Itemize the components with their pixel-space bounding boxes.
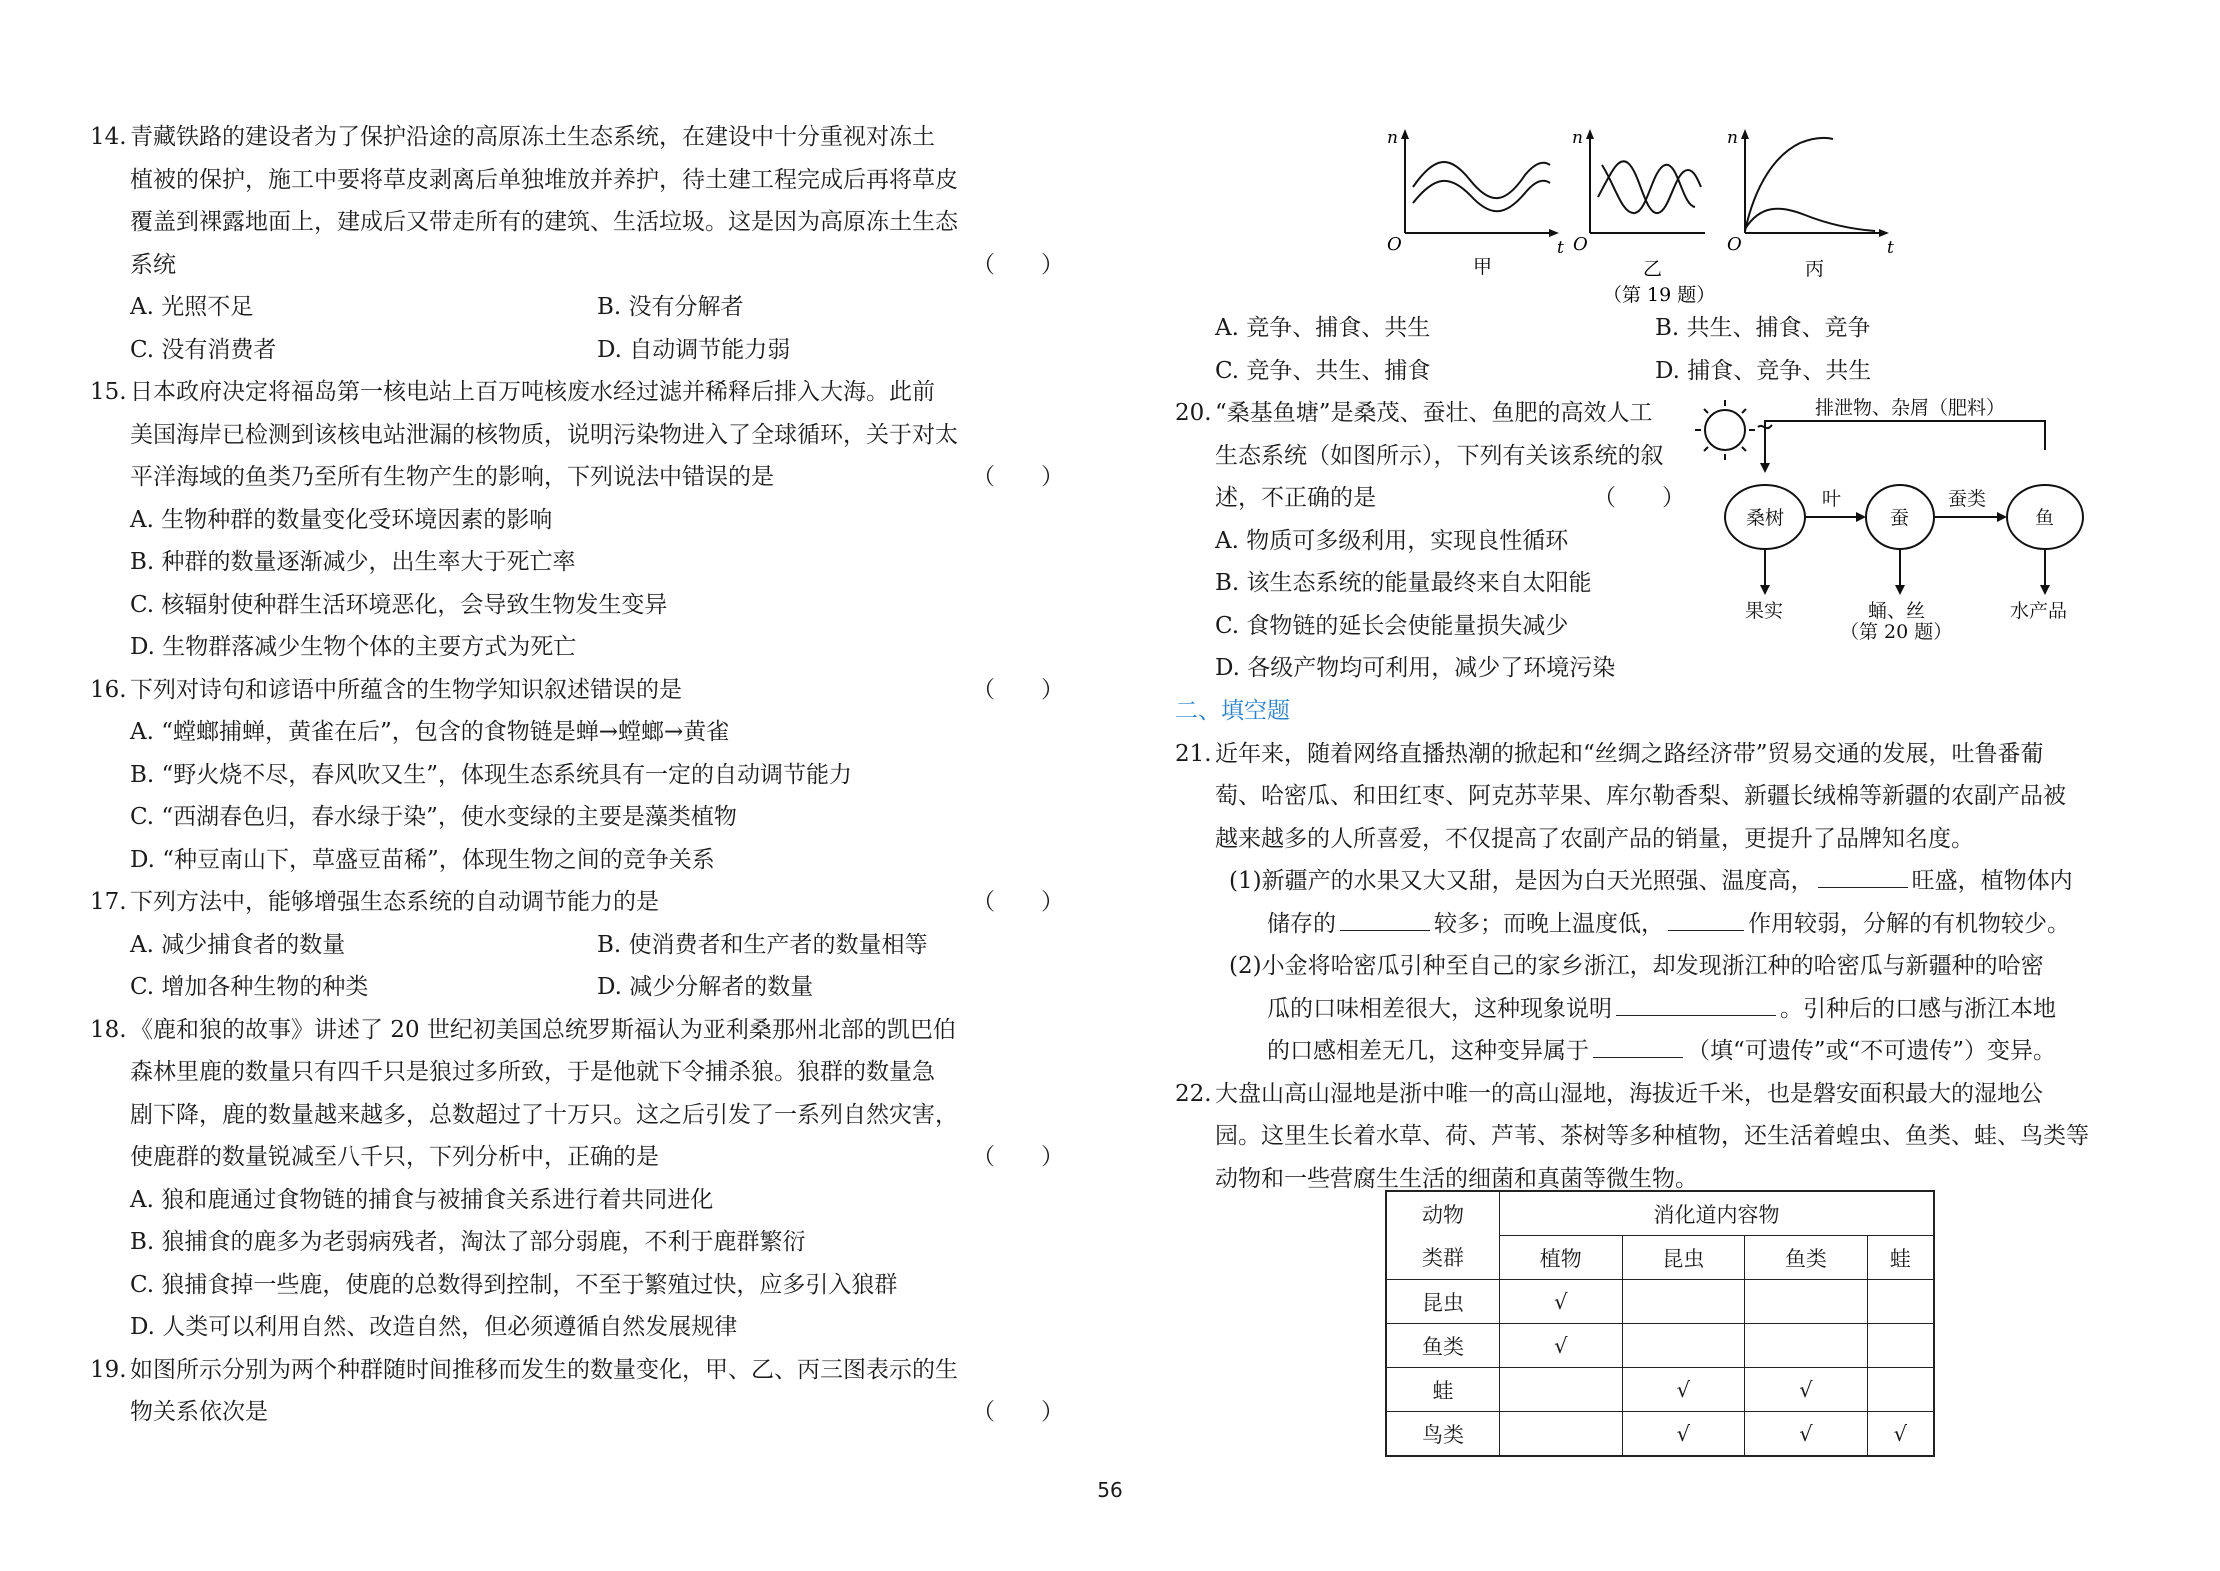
y-axis-arrow [1401, 129, 1409, 139]
question-text: 生态系统（如图所示），下列有关该系统的叙 [1215, 442, 1664, 469]
table-col-header: 蛙 [1867, 1236, 1934, 1280]
option-b: B. 共生、捕食、竞争 [1655, 315, 1871, 341]
fruit-label: 果实 [1745, 600, 1784, 622]
option-c: C. “西湖春色归，春水绿于染”，使水变绿的主要是藻类植物 [130, 804, 737, 830]
table-cell: √ [1745, 1412, 1868, 1457]
table-col-header: 鱼类 [1745, 1236, 1868, 1280]
option-c: C. 狼捕食掉一些鹿，使鹿的总数得到控制，不至于繁殖过快，应多引入狼群 [130, 1271, 898, 1298]
subquestion-2-text: 瓜的口味相差很大，这种现象说明 [1267, 995, 1612, 1022]
answer-parenthesis: （ ） [972, 1399, 1064, 1425]
table-cell [1622, 1324, 1745, 1368]
fertilizer-label: 排泄物、杂屑（肥料） [1815, 397, 2006, 419]
option-c: C. 核辐射使种群生活环境恶化，会导致生物发生变异 [130, 591, 668, 618]
arrowhead [1895, 585, 1905, 595]
question-20 [1175, 392, 1685, 690]
question-text: 下列对诗句和谚语中所蕴含的生物学知识叙述错误的是 [130, 676, 682, 703]
table-cell [1500, 1368, 1623, 1412]
question-number: 14. [90, 124, 127, 150]
answer-blank-5[interactable] [1593, 1035, 1683, 1058]
answer-blank-4[interactable] [1616, 993, 1776, 1016]
fill-in-section [1175, 690, 2095, 1200]
option-d: D. “种豆南山下，草盛豆苗稀”，体现生物之间的竞争关系 [130, 846, 715, 873]
arrowhead [1997, 512, 2007, 522]
question-text: 述，不正确的是 [1215, 485, 1376, 511]
question-text: 青藏铁路的建设者为了保护沿途的高原冻土生态系统，在建设中十分重视对冻土 [130, 124, 935, 150]
answer-blank-1[interactable] [1818, 865, 1908, 888]
answer-parenthesis: （ ） [972, 889, 1064, 915]
table-group-header: 消化道内容物 [1500, 1191, 1935, 1236]
axis-n-label: n [1572, 128, 1583, 148]
page-number: 56 [1097, 1478, 1123, 1502]
question-text: 日本政府决定将福岛第一核电站上百万吨核废水经过滤并稀释后排入大海。此前 [130, 379, 935, 405]
table-header-animal: 动物 [1386, 1191, 1500, 1236]
table-cell [1500, 1412, 1623, 1457]
q19-graphs [1385, 125, 1935, 310]
answer-parenthesis: （ ） [1593, 485, 1685, 511]
fertilizer-return-line [1765, 421, 2045, 465]
subquestion-1-text: 较多；而晚上温度低， [1434, 910, 1664, 937]
sunlight-arrow-tip [1770, 425, 1772, 427]
option-c: C. 食物链的延长会使能量损失减少 [1215, 612, 1569, 639]
option-d: D. 捕食、竞争、共生 [1655, 357, 1872, 384]
mulberry-fish-pond-diagram [1690, 395, 2090, 645]
digestive-contents-table [1385, 1190, 1935, 1457]
subquestion-2-text: (2)小金将哈密瓜引种至自己的家乡浙江，却发现浙江种的哈密瓜与新疆种的哈密 [1229, 953, 2044, 979]
question-text: 物关系依次是 [130, 1399, 268, 1425]
question-text: 近年来，随着网络直播热潮的掀起和“丝绸之路经济带”贸易交通的发展，吐鲁番葡 [1215, 740, 2044, 767]
origin-label: O [1573, 234, 1588, 255]
answer-parenthesis: （ ） [972, 251, 1064, 278]
row-label: 昆虫 [1386, 1280, 1500, 1324]
question-text: 森林里鹿的数量只有四千只是狼过多所致，于是他就下令捕杀狼。狼群的数量急 [130, 1059, 935, 1085]
question-text: 系统 [130, 251, 176, 278]
mulberry-label: 桑树 [1746, 507, 1785, 529]
subquestion-1-text: 储存的 [1267, 910, 1336, 937]
question-15 [90, 371, 1064, 669]
x-axis-arrow [1879, 229, 1889, 237]
table-row [1386, 1412, 1934, 1457]
option-c: C. 增加各种生物的种类 [130, 974, 369, 1000]
table-row [1386, 1280, 1934, 1324]
graph-jia-label: 甲 [1473, 256, 1493, 278]
fish-label: 鱼 [2035, 507, 2055, 529]
origin-label: O [1727, 234, 1742, 255]
question-16 [90, 669, 1064, 882]
axis-n-label: n [1727, 128, 1738, 148]
option-d: D. 人类可以利用自然、改造自然，但必须遵循自然发展规律 [130, 1314, 738, 1340]
option-d: D. 自动调节能力弱 [597, 336, 791, 363]
arrowhead [1760, 585, 1770, 595]
table-cell: √ [1500, 1324, 1623, 1368]
row-label: 鸟类 [1386, 1412, 1500, 1457]
answer-parenthesis: （ ） [972, 464, 1064, 490]
table-cell [1745, 1280, 1868, 1324]
answer-parenthesis: （ ） [972, 1144, 1064, 1170]
subquestion-1-text: (1)新疆产的水果又大又甜，是因为白天光照强、温度高， [1229, 868, 1814, 894]
table-cell [1745, 1324, 1868, 1368]
question-18 [90, 1009, 1064, 1349]
table-row [1386, 1324, 1934, 1368]
question-21 [1175, 733, 2095, 1073]
subquestion-1-text: 旺盛，植物体内 [1911, 868, 2073, 894]
population-curve-2 [1413, 181, 1550, 212]
question-text: 覆盖到裸露地面上，建成后又带走所有的建筑、生活垃圾。这是因为高原冻土生态 [130, 209, 958, 235]
question-text: 《鹿和狼的故事》讲述了 20 世纪初美国总统罗斯福认为亚利桑那州北部的凯巴伯 [130, 1016, 956, 1043]
question-text: 植被的保护，施工中要将草皮剥离后单独堆放并养护，待土建工程完成后再将草皮 [130, 166, 958, 193]
question-text: 动物和一些营腐生生活的细菌和真菌等微生物。 [1215, 1165, 1698, 1192]
table-header-group: 类群 [1386, 1236, 1500, 1280]
subquestion-2-text: 。引种后的口感与浙江本地 [1780, 995, 2056, 1022]
graph-yi-label: 乙 [1643, 258, 1663, 280]
subquestion-2-text: 的口感相差无几，这种变异属于 [1267, 1038, 1589, 1064]
question-text: 萄、哈密瓜、和田红枣、阿克苏苹果、库尔勒香梨、新疆长绒棉等新疆的农副产品被 [1215, 783, 2066, 809]
answer-blank-2[interactable] [1340, 908, 1430, 931]
question-17 [90, 881, 1064, 1009]
table-cell [1867, 1368, 1934, 1412]
graph-bing [1741, 129, 1889, 237]
question-text: 剧下降，鹿的数量越来越多，总数超过了十万只。这之后引发了一系列自然灾害， [130, 1101, 958, 1128]
option-a: A. 狼和鹿通过食物链的捕食与被捕食关系进行着共同进化 [130, 1186, 714, 1213]
table-col-header: 植物 [1500, 1236, 1623, 1280]
y-axis-arrow [1741, 129, 1749, 139]
table-cell: √ [1500, 1280, 1623, 1324]
option-c: C. 竞争、共生、捕食 [1215, 357, 1431, 384]
arrowhead [1856, 512, 1866, 522]
table-cell: √ [1745, 1368, 1868, 1412]
answer-blank-3[interactable] [1668, 908, 1744, 931]
option-a: A. 光照不足 [130, 294, 254, 320]
option-b: B. 狼捕食的鹿多为老弱病残者，淘汰了部分弱鹿，不利于鹿群繁衍 [130, 1229, 806, 1255]
axis-n-label: n [1387, 128, 1398, 148]
option-a: A. 物质可多级利用，实现良性循环 [1215, 527, 1569, 554]
question-22 [1175, 1073, 2095, 1201]
question-text: 如图所示分别为两个种群随时间推移而发生的数量变化，甲、乙、丙三图表示的生 [130, 1356, 958, 1383]
table-cell: √ [1867, 1412, 1934, 1457]
left-column [90, 116, 1064, 1434]
question-text: 美国海岸已检测到该核电站泄漏的核物质，说明污染物进入了全球循环，关于对太 [130, 421, 958, 448]
x-axis-arrow [1549, 229, 1559, 237]
option-a: A. “螳螂捕蝉，黄雀在后”，包含的食物链是蝉→螳螂→黄雀 [130, 719, 730, 745]
origin-label: O [1387, 234, 1402, 255]
question-number: 18. [90, 1016, 127, 1043]
question-number: 21. [1175, 740, 1212, 767]
population-curve-2 [1745, 209, 1875, 231]
option-a: A. 竞争、捕食、共生 [1215, 315, 1431, 341]
subquestion-2-text: （填“可遗传”或“不可遗传”）变异。 [1687, 1038, 2057, 1064]
silkworm-waste-label: 蚕类 [1948, 488, 1987, 510]
table-row [1386, 1368, 1934, 1412]
population-curve-1 [1413, 162, 1550, 198]
graph-bing-label: 丙 [1805, 258, 1825, 280]
population-curve-1 [1745, 138, 1833, 231]
option-a: A. 生物种群的数量变化受环境因素的影响 [130, 506, 553, 533]
row-label: 蛙 [1386, 1368, 1500, 1412]
option-b: B. 没有分解者 [597, 294, 744, 320]
row-label: 鱼类 [1386, 1324, 1500, 1368]
graph-jia [1401, 129, 1559, 237]
question-text: 下列方法中，能够增强生态系统的自动调节能力的是 [130, 889, 659, 915]
question-text: 越来越多的人所喜爱，不仅提高了农副产品的销量，更提升了品牌知名度。 [1215, 825, 1974, 852]
axis-t-label: t [1887, 238, 1894, 258]
option-d: D. 减少分解者的数量 [597, 974, 814, 1000]
option-b: B. 使消费者和生产者的数量相等 [597, 931, 928, 958]
subquestion-1-text: 作用较弱，分解的有机物较少。 [1748, 910, 2070, 937]
question-text: 使鹿群的数量锐减至八千只，下列分析中，正确的是 [130, 1144, 659, 1170]
arrowhead [2040, 585, 2050, 595]
option-b: B. 该生态系统的能量最终来自太阳能 [1215, 570, 1592, 596]
table-cell: √ [1622, 1368, 1745, 1412]
question-text: 平洋海域的鱼类乃至所有生物产生的影响，下列说法中错误的是 [130, 464, 774, 490]
section-heading: 二、填空题 [1175, 698, 1290, 724]
table-col-header: 昆虫 [1622, 1236, 1745, 1280]
question-number: 20. [1175, 400, 1212, 426]
option-a: A. 减少捕食者的数量 [130, 931, 346, 958]
question-text: 园。这里生长着水草、荷、芦苇、茶树等多种植物，还生活着蝗虫、鱼类、蛙、鸟类等 [1215, 1123, 2089, 1149]
aquatic-label: 水产品 [2010, 600, 2068, 622]
q19-options [1215, 307, 2095, 392]
question-number: 16. [90, 676, 127, 703]
option-d: D. 各级产物均可利用，减少了环境污染 [1215, 655, 1616, 681]
table-cell: √ [1622, 1412, 1745, 1457]
table-cell [1867, 1324, 1934, 1368]
silkworm-label: 蚕 [1890, 507, 1910, 529]
question-number: 15. [90, 379, 127, 405]
graph-yi [1586, 129, 1705, 233]
table-cell [1622, 1280, 1745, 1324]
option-b: B. “野火烧不尽，春风吹又生”，体现生态系统具有一定的自动调节能力 [130, 761, 853, 788]
arrowhead [1760, 463, 1770, 473]
leaf-label: 叶 [1822, 488, 1842, 510]
question-text: “桑基鱼塘”是桑茂、蚕壮、鱼肥的高效人工 [1215, 400, 1653, 426]
axis-t-label: t [1557, 238, 1564, 258]
option-d: D. 生物群落减少生物个体的主要方式为死亡 [130, 634, 577, 660]
q20-caption: （第 20 题） [1840, 621, 1953, 643]
answer-parenthesis: （ ） [972, 676, 1064, 703]
q19-caption: （第 19 题） [1603, 284, 1716, 306]
question-number: 22. [1175, 1080, 1212, 1107]
option-c: C. 没有消费者 [130, 336, 277, 363]
table-cell [1867, 1280, 1934, 1324]
cocoon-label: 蛹、丝 [1868, 600, 1926, 622]
y-axis-arrow [1586, 129, 1594, 139]
question-number: 19. [90, 1356, 127, 1383]
option-b: B. 种群的数量逐渐减少，出生率大于死亡率 [130, 549, 576, 575]
question-14 [90, 116, 1064, 371]
question-number: 17. [90, 889, 127, 915]
question-19 [90, 1349, 1064, 1434]
sun-icon [1695, 400, 1755, 460]
question-text: 大盘山高山湿地是浙中唯一的高山湿地，海拔近千米，也是磐安面积最大的湿地公 [1215, 1080, 2043, 1107]
